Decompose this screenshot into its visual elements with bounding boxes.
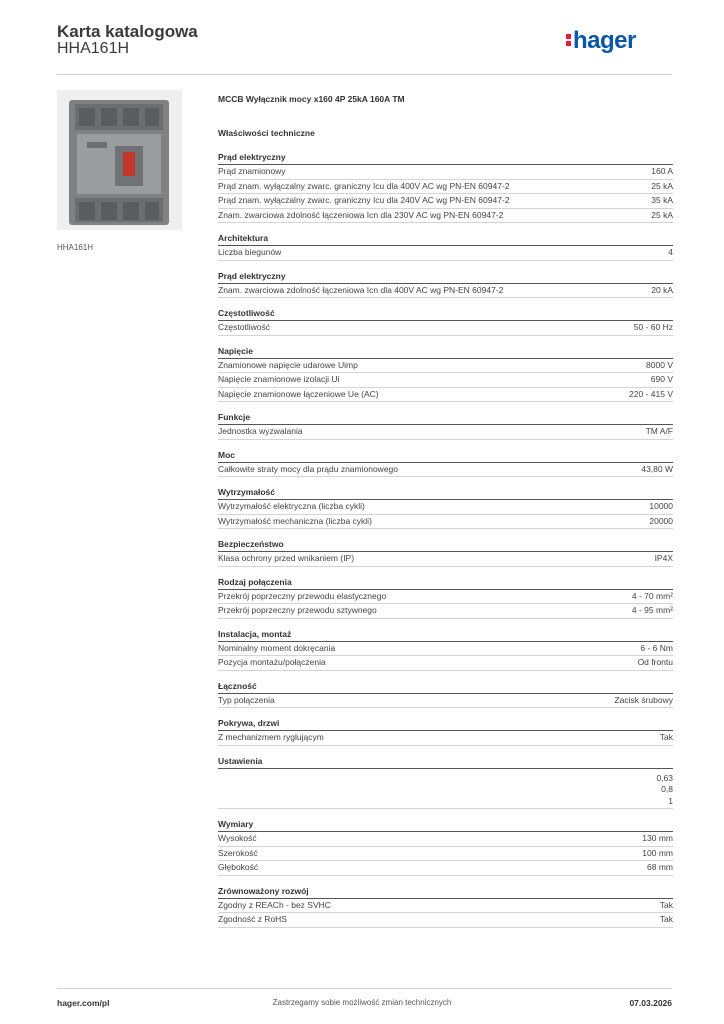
spec-label: Znamionowe napięcie udarowe Uimp <box>218 359 358 370</box>
hager-logo <box>566 27 636 55</box>
spec-row <box>218 656 673 671</box>
spec-row <box>218 861 673 876</box>
product-image <box>57 90 182 230</box>
logo-dots-icon <box>566 32 571 48</box>
header-divider <box>57 74 672 75</box>
spec-row <box>218 425 673 440</box>
spec-section <box>218 450 673 478</box>
spec-section <box>218 271 673 299</box>
spec-value: 43,80 W <box>641 463 673 474</box>
spec-section <box>218 152 673 223</box>
spec-label: Zgodność z RoHS <box>218 914 287 924</box>
spec-section <box>218 718 673 746</box>
spec-label: Z mechanizmem ryglującym <box>218 732 324 742</box>
spec-label: Klasa ochrony przed wnikaniem (IP) <box>218 553 355 563</box>
spec-row <box>218 899 673 914</box>
spec-section <box>218 233 673 261</box>
spec-label: Całkowite straty mocy dla prądu znamionowego <box>218 463 399 474</box>
section-title: Wymiary <box>218 819 673 832</box>
spec-row <box>218 500 673 515</box>
spec-label: Jednostka wyzwalania <box>218 426 303 436</box>
spec-label: Prąd znam. wyłączalny zwarc. graniczny Icu dla 400V AC wg PN-EN 60947-2 <box>218 180 510 191</box>
spec-value: 130 mm <box>642 833 673 843</box>
spec-label: Głębokość <box>218 862 259 872</box>
spec-value: 50 - 60 Hz <box>633 322 673 332</box>
spec-section <box>218 629 673 671</box>
spec-label: Napięcie znamionowe łączeniowe Ue (AC) <box>218 388 379 399</box>
spec-row <box>218 913 673 928</box>
spec-section <box>218 487 673 529</box>
spec-label: Nominalny moment dokręcania <box>218 642 336 653</box>
spec-section <box>218 308 673 336</box>
section-title: Prąd elektryczny <box>218 152 673 165</box>
spec-value: 20 kA <box>651 284 673 295</box>
spec-multi-values <box>218 769 673 810</box>
spec-value: 220 - 415 V <box>629 388 673 399</box>
spec-value: Tak <box>659 732 673 742</box>
spec-label: Znam. zwarciowa zdolność łączeniowa Icn dla 230V AC wg PN-EN 60947-2 <box>218 209 504 220</box>
spec-value: 10000 <box>649 501 673 511</box>
spec-row <box>218 246 673 261</box>
spec-sections <box>218 152 673 928</box>
spec-value: 20000 <box>649 515 673 526</box>
spec-value: Tak <box>659 899 673 910</box>
image-caption: HHA161H <box>57 243 94 252</box>
section-title: Bezpieczeństwo <box>218 539 673 552</box>
spec-row <box>218 321 673 336</box>
spec-value: 68 mm <box>647 862 673 872</box>
section-title: Wytrzymałość <box>218 487 673 500</box>
footer-divider <box>57 988 672 989</box>
spec-row <box>218 590 673 605</box>
spec-value: 100 mm <box>642 847 673 858</box>
spec-value: 1 <box>668 795 673 806</box>
spec-row <box>218 463 673 478</box>
spec-row <box>218 209 673 224</box>
spec-value: 8000 V <box>646 359 673 370</box>
section-title: Rodzaj połączenia <box>218 577 673 590</box>
spec-content <box>218 94 673 928</box>
logo-text: hager <box>573 27 636 54</box>
page-title: Karta katalogowa <box>57 22 198 41</box>
spec-value: 6 - 6 Nm <box>640 642 673 653</box>
spec-section <box>218 819 673 876</box>
spec-section <box>218 756 673 810</box>
circuit-breaker-icon <box>57 90 182 230</box>
section-title: Architektura <box>218 233 673 246</box>
spec-label: Wytrzymałość elektryczna (liczba cykli) <box>218 501 365 511</box>
spec-label: Zgodny z REACh - bez SVHC <box>218 899 331 910</box>
spec-label: Znam. zwarciowa zdolność łączeniowa Icn dla 400V AC wg PN-EN 60947-2 <box>218 284 504 295</box>
spec-value: 35 kA <box>651 195 673 205</box>
section-title: Prąd elektryczny <box>218 271 673 284</box>
section-title: Łączność <box>218 681 673 694</box>
spec-row <box>218 552 673 567</box>
spec-row <box>218 694 673 709</box>
spec-row <box>218 284 673 299</box>
spec-label: Pozycja montażu/połączenia <box>218 657 326 667</box>
spec-value: Zacisk śrubowy <box>614 694 673 705</box>
spec-value: 4 <box>668 247 673 257</box>
spec-value: 4 - 70 mm² <box>631 590 673 601</box>
section-title: Pokrywa, drzwi <box>218 718 673 731</box>
spec-section <box>218 886 673 928</box>
spec-label: Liczba biegunów <box>218 247 282 257</box>
spec-label: Szerokość <box>218 847 258 858</box>
spec-section <box>218 412 673 440</box>
spec-row <box>218 515 673 530</box>
spec-label: Prąd znam. wyłączalny zwarc. graniczny Icu dla 240V AC wg PN-EN 60947-2 <box>218 195 510 205</box>
spec-label: Typ połączenia <box>218 694 275 705</box>
spec-value: 0,63 <box>656 772 673 783</box>
spec-label: Częstotliwość <box>218 322 270 332</box>
spec-row <box>218 832 673 847</box>
spec-value: 25 kA <box>651 209 673 220</box>
spec-row <box>218 731 673 746</box>
spec-section <box>218 577 673 619</box>
footer-date: 07.03.2026 <box>629 998 672 1008</box>
spec-row <box>218 359 673 374</box>
spec-label: Prąd znamionowy <box>218 166 286 176</box>
spec-row <box>218 180 673 195</box>
spec-value: 690 V <box>650 374 673 384</box>
footer-notice: Zastrzegamy sobie możliwość zmian technicznych <box>272 998 452 1007</box>
spec-row <box>218 165 673 180</box>
spec-value: TM A/F <box>645 426 673 436</box>
section-title: Ustawienia <box>218 756 673 769</box>
spec-label: Wytrzymałość mechaniczna (liczba cykli) <box>218 515 372 526</box>
spec-value: Od frontu <box>637 657 673 667</box>
spec-row <box>218 373 673 388</box>
spec-section <box>218 681 673 709</box>
footer-website[interactable]: hager.com/pl <box>57 998 110 1008</box>
spec-value: IP4X <box>654 553 673 563</box>
section-title: Napięcie <box>218 346 673 359</box>
section-title: Moc <box>218 450 673 463</box>
section-title: Zrównoważony rozwój <box>218 886 673 899</box>
spec-row <box>218 604 673 619</box>
product-code: HHA161H <box>57 40 130 57</box>
properties-title: Właściwości techniczne <box>218 128 315 138</box>
spec-value: 0,8 <box>661 784 673 794</box>
spec-section <box>218 346 673 403</box>
section-title: Częstotliwość <box>218 308 673 321</box>
spec-value: Tak <box>659 914 673 924</box>
section-title: Instalacja, montaż <box>218 629 673 642</box>
spec-label: Przekrój poprzeczny przewodu elastycznego <box>218 590 387 601</box>
spec-label: Wysokość <box>218 833 257 843</box>
spec-row <box>218 194 673 209</box>
spec-value: 4 - 95 mm² <box>631 605 673 615</box>
spec-value: 160 A <box>651 166 673 176</box>
product-title: MCCB Wyłącznik mocy x160 4P 25kA 160A TM <box>218 94 405 104</box>
spec-value: 25 kA <box>651 180 673 191</box>
spec-section <box>218 539 673 567</box>
spec-row <box>218 642 673 657</box>
spec-row <box>218 847 673 862</box>
section-title: Funkcje <box>218 412 673 425</box>
spec-row <box>218 388 673 403</box>
spec-label: Napięcie znamionowe izolacji Ui <box>218 374 340 384</box>
spec-label: Przekrój poprzeczny przewodu sztywnego <box>218 605 377 615</box>
